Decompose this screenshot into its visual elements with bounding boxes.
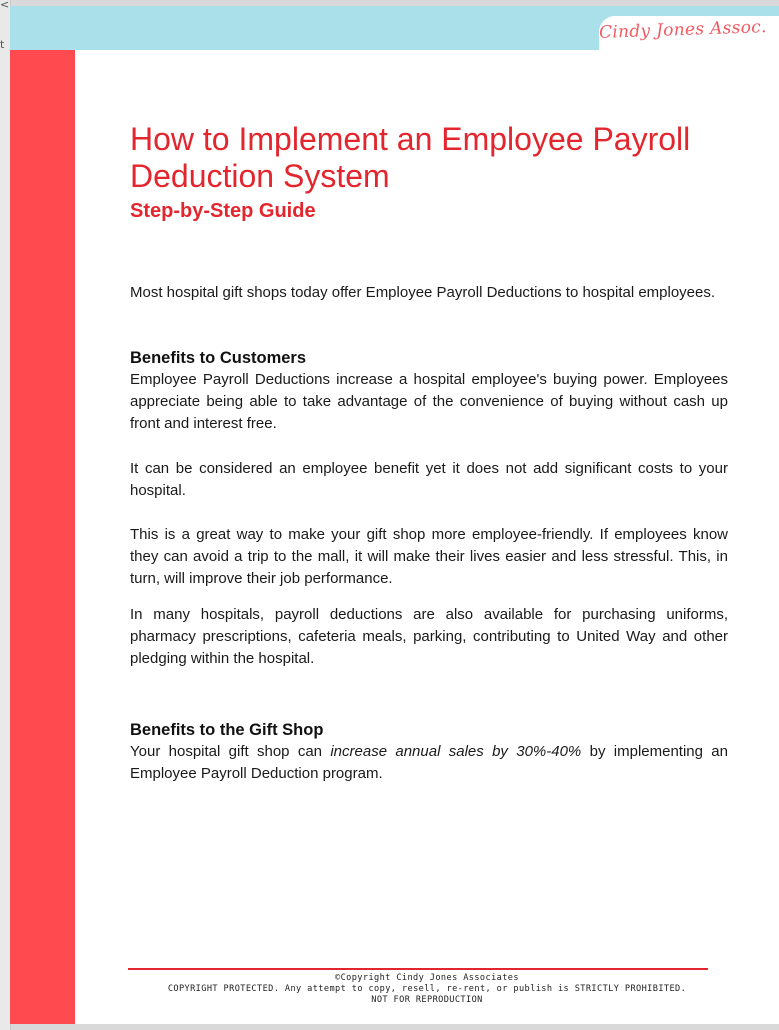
edge-glyph-middle: t: [0, 38, 5, 51]
document-page: [10, 6, 779, 1024]
footer-note: NOT FOR REPRODUCTION: [371, 995, 483, 1005]
footer: [75, 973, 779, 1006]
footer-notice: COPYRIGHT PROTECTED. Any attempt to copy, resell, re-rent, or publish is STRICTLY PROHIBITED.: [167, 984, 687, 994]
customers-paragraph-4: In many hospitals, payroll deductions are also available for purchasing uniforms, pharmacy prescriptions, cafeteria meals, parking, contributing to United Way and other pledging within the hospital.: [130, 606, 728, 667]
edge-glyph-top: <: [0, 0, 10, 11]
brand-logo: Cindy Jones Assoc.: [598, 17, 768, 43]
customers-paragraph-1: Employee Payroll Deductions increase a hospital employee's buying power. Employees appreciate being able to take advantage of the convenience of buying without cash up front and interest free.: [130, 371, 728, 432]
page-subtitle: Step-by-Step Guide: [130, 200, 316, 222]
footer-divider: [128, 968, 708, 970]
customers-paragraph-2: It can be considered an employee benefit yet it does not add significant costs to your hospital.: [130, 460, 728, 499]
gift-shop-text-after: by implementing an Employee Payroll Deduction program.: [130, 743, 728, 782]
page-title: How to Implement an Employee Payroll Deduction System: [130, 121, 691, 194]
section-heading-gift-shop: Benefits to the Gift Shop: [130, 721, 324, 739]
sidebar-accent-bar: [10, 50, 75, 1024]
intro-paragraph: Most hospital gift shops today offer Employee Payroll Deductions to hospital employees.: [130, 284, 716, 301]
section-heading-customers: Benefits to Customers: [130, 349, 307, 367]
customers-paragraph-3: This is a great way to make your gift shop more employee-friendly. If employees know they can avoid a trip to the mall, it will make their lives easier and less stressful. This, in turn, will improve their job performance.: [130, 526, 728, 587]
gift-shop-text-before: Your hospital gift shop can: [130, 743, 331, 760]
sales-increase-emphasis: increase annual sales by 30%-40%: [330, 743, 582, 760]
document-body: [130, 121, 728, 782]
footer-copyright: ©Copyright Cindy Jones Associates: [335, 973, 519, 983]
gift-shop-paragraph: [130, 741, 728, 785]
